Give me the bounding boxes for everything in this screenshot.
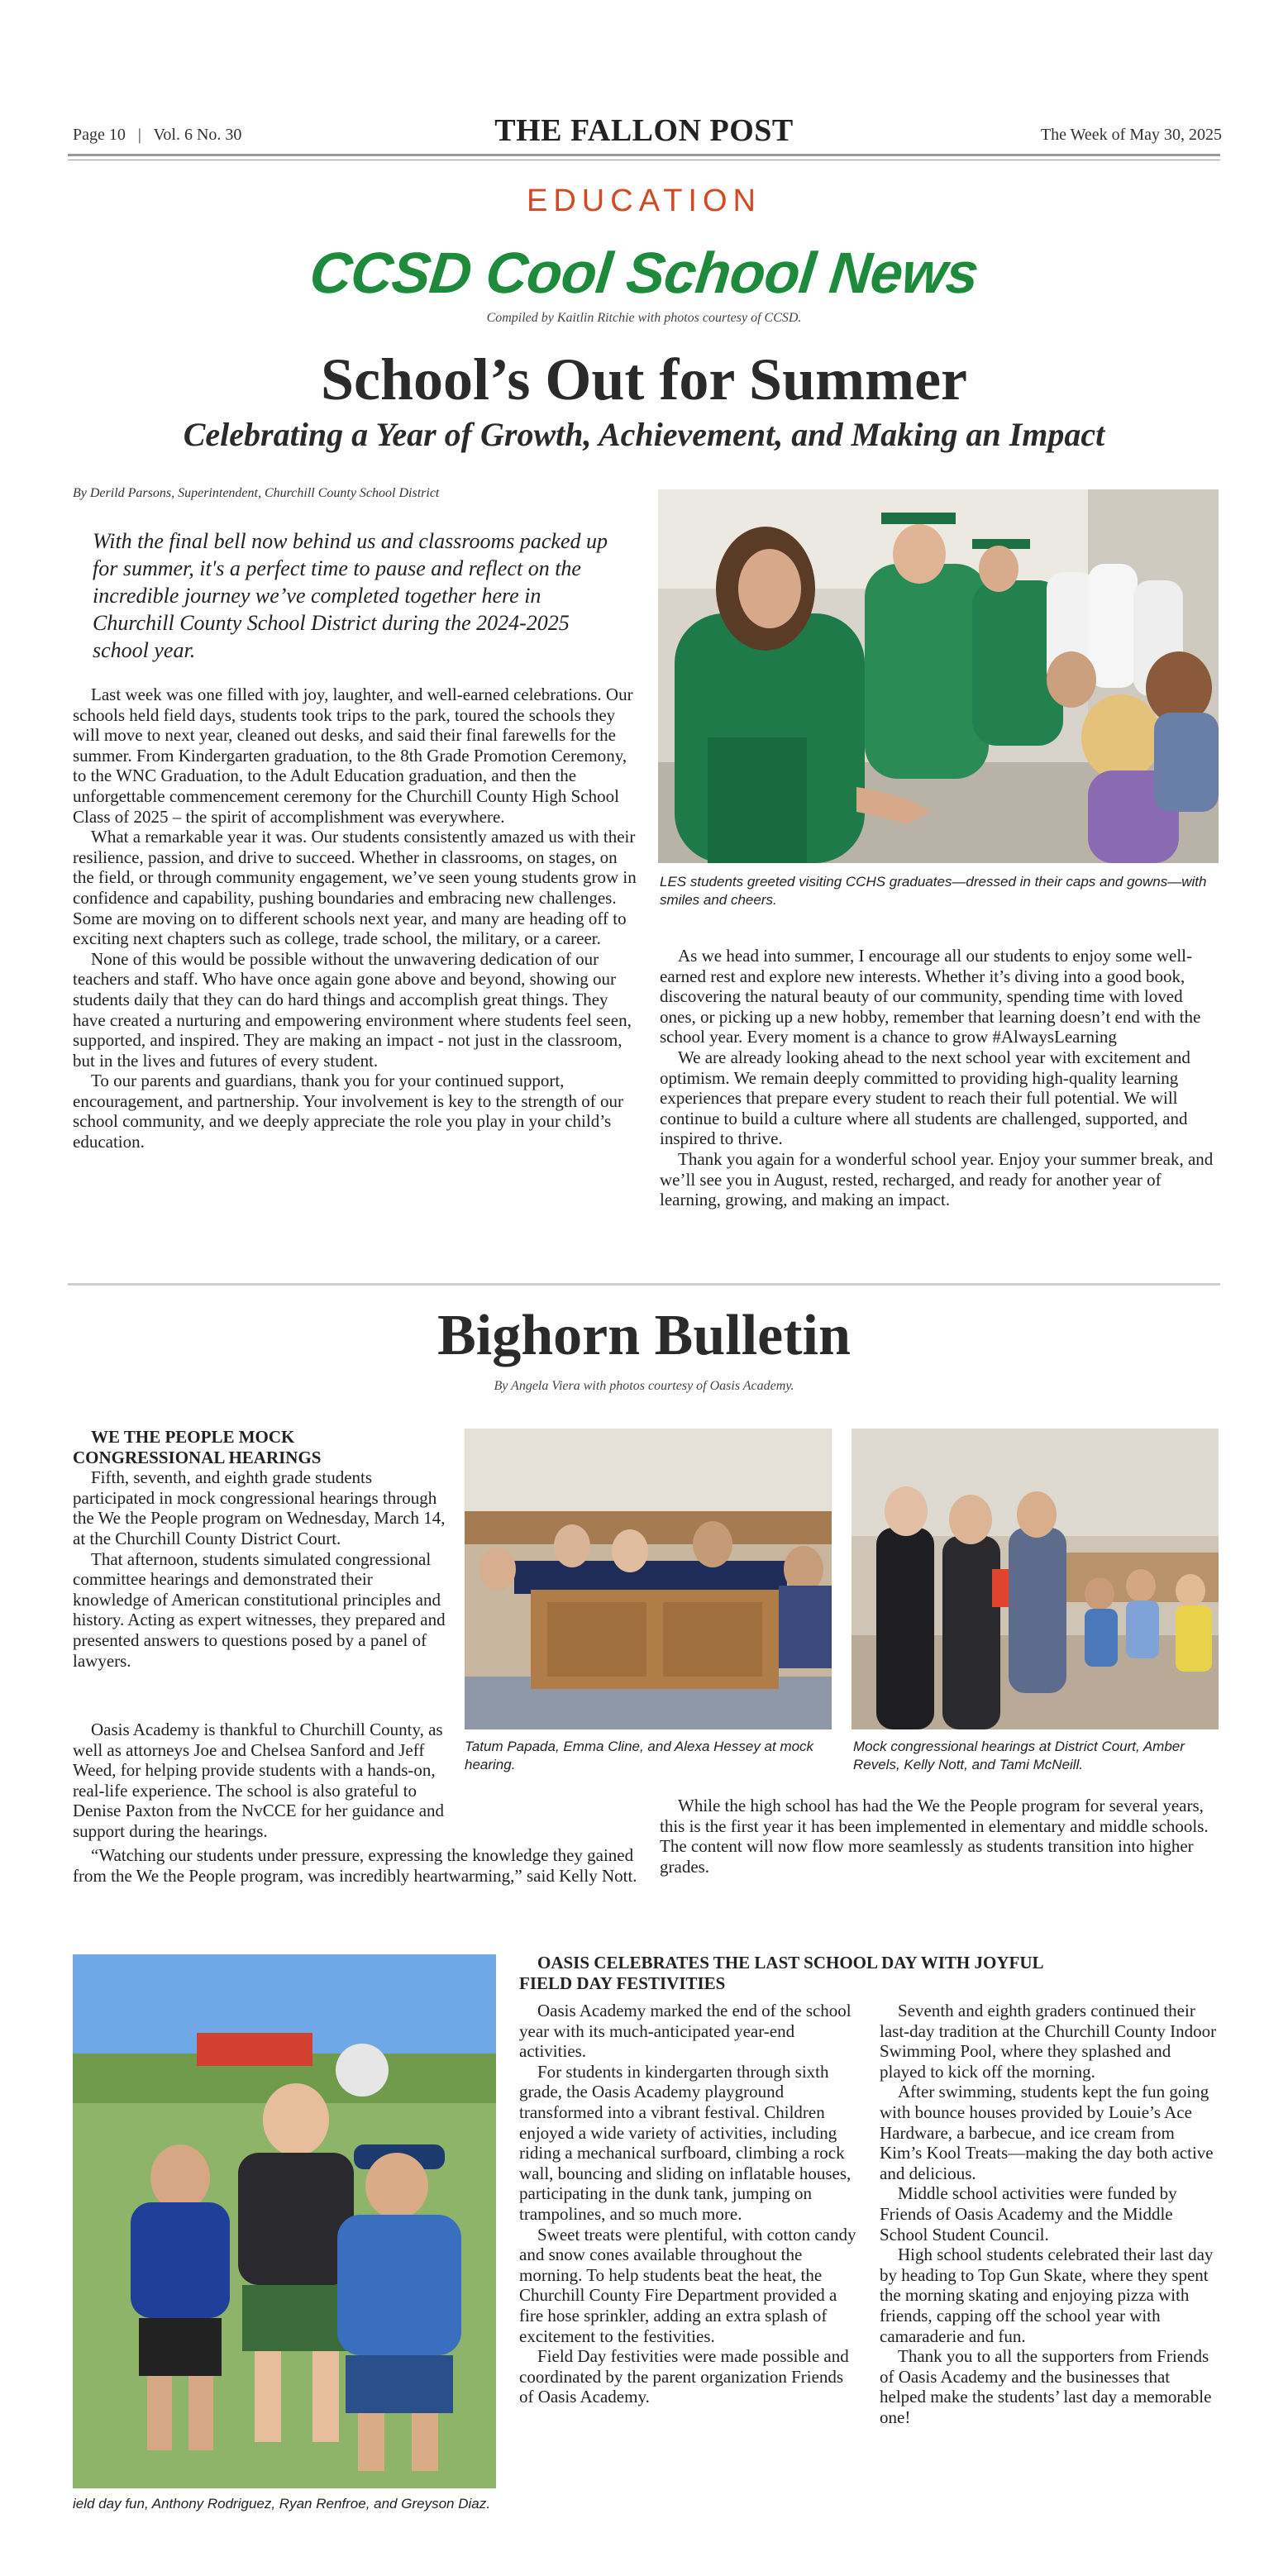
paragraph: As we head into summer, I encourage all our students to enjoy some well-earned rest and explore new interests. Whether it’s diving into a good book, discovering the natural beauty of our community, spending time with loved ones, or picking up a new hobby, remember that learning doesn’t end with the school year. Every moment is a chance to grow #AlwaysLearning xyxy=(660,946,1201,1047)
wtp-kicker: WE THE PEOPLE MOCK CONGRESSIONAL HEARINGS xyxy=(73,1427,322,1467)
section-label: EDUCATION xyxy=(527,184,761,218)
paragraph: For students in kindergarten through sixth grade, the Oasis Academy playground transformed into a vibrant festival. Children enjoyed a wide variety of activities, including riding a mechanical surfboard, climbing a rock wall, bouncing and sliding on inflatable houses, participating in the dunk tank, jumping on trampolines, and so much more. xyxy=(519,2061,852,2224)
paragraph: Last week was one filled with joy, laughter, and well-earned celebrations. Our schools held field days, students took trips to the park, toured the schools they will move to next year, cleaned out desks, and said their final farewells for the summer. From Kindergarten graduation, to the 8th Grade Promotion Ceremony, to the WNC Graduation, to the Adult Education graduation, and then the unforgettable commencement ceremony for the Churchill County High School Class of 2025 – the spirit of accomplishment was everywhere. xyxy=(73,685,633,827)
article-lede: With the final bell now behind us and classrooms packed up for summer, it's a perfect time to pause and reflect on the incredible journey we’ve completed together here in Churchill County School District during the 2024-2025 school year. xyxy=(93,529,608,662)
paragraph: Sweet treats were plentiful, with cotton candy and snow cones available throughout the morning. To help students beat the heat, the Churchill County Fire Department provided a fire hose sprinkler, adding an extra splash of excitement to the festivities. xyxy=(519,2224,856,2346)
field-day-photo xyxy=(73,1954,496,2488)
article-deck: Celebrating a Year of Growth, Achievement, and Making an Impact xyxy=(183,416,1105,453)
article-byline: By Derild Parsons, Superintendent, Churchill County School District xyxy=(73,486,440,500)
paragraph: Seventh and eighth graders continued their last-day tradition at the Churchill County Indoor Swimming Pool, where they splashed and played to kick off the morning. xyxy=(880,2001,1217,2082)
wtp-story-column xyxy=(73,1427,448,1671)
paragraph: While the high school has had the We the People program for several years, this is the first year it has been implemented in elementary and middle schools. The content will now flow more seamlessly as students transition into higher grades. xyxy=(660,1796,1209,1877)
graduates-photo-caption: LES students greeted visiting CCHS graduates—dressed in their caps and gowns—with smiles and cheers. xyxy=(660,874,1207,908)
district-court-caption: Mock congressional hearings at District Court, Amber Revels, Kelly Nott, and Tami McNeill. xyxy=(853,1739,1185,1772)
wtp-right-column xyxy=(660,1796,1219,1877)
field-day-kicker: OASIS CELEBRATES THE LAST SCHOOL DAY WITH JOYFUL FIELD DAY FESTIVITIES xyxy=(519,1953,1043,1993)
field-day-kicker-block xyxy=(519,1953,1098,1993)
wtp-story-continued xyxy=(73,1720,448,1842)
article-left-column xyxy=(73,685,638,1152)
district-court-photo xyxy=(852,1429,1219,1729)
bulletin-byline: By Angela Viera with photos courtesy of Oasis Academy. xyxy=(494,1379,794,1393)
paragraph: We are already looking ahead to the next school year with excitement and optimism. We remain deeply committed to providing high-quality learning experiences that prepare every student to reach their full potential. We will continue to build a culture where all students are challenged, supported, and inspired to thrive. xyxy=(660,1047,1190,1149)
wtp-quote xyxy=(73,1845,638,1886)
field-day-caption: ield day fun, Anthony Rodriguez, Ryan Renfroe, and Greyson Diaz. xyxy=(73,2496,490,2512)
header-separator: | xyxy=(137,126,141,144)
newspaper-title: THE FALLON POST xyxy=(494,113,794,148)
paragraph: Fifth, seventh, and eighth grade students participated in mock congressional hearings through the We the People program on Wednesday, March 14, at the Churchill County District Court. xyxy=(73,1467,446,1548)
bulletin-title: Bighorn Bulletin xyxy=(437,1304,851,1367)
paragraph: After swimming, students kept the fun going with bounce houses provided by Louie’s Ace Hardware, a barbecue, and ice cream from Kim’s Kool Treats—making the day both active and delicious. xyxy=(880,2082,1214,2183)
paragraph: Thank you again for a wonderful school year. Enjoy your summer break, and we’ll see you in August, rested, recharged, and ready for another year of learning, growing, and making an impact. xyxy=(660,1148,1214,1210)
paragraph: Oasis Academy marked the end of the school year with its much-anticipated year-end activities. xyxy=(519,2001,852,2062)
article-headline: School’s Out for Summer xyxy=(321,346,967,413)
paragraph: That afternoon, students simulated congressional committee hearings and demonstrated their knowledge of American constitutional principles and history. Acting as expert witnesses, they prepared and presented answers to questions posed by a panel of lawyers. xyxy=(73,1548,446,1671)
graduates-photo xyxy=(658,489,1219,863)
mock-hearing-photo xyxy=(465,1429,832,1729)
paragraph: Middle school activities were funded by Friends of Oasis Academy and the Middle School Student Council. xyxy=(880,2183,1177,2244)
paragraph: None of this would be possible without the unwavering dedication of our teachers and staff. Who have once again gone above and beyond, showing our students daily that they can do hard things and accomplish great things. They have created a nurturing and empowering environment where students feel seen, supported, and inspired. They are making an impact - not just in the classroom, but in the lives and futures of every student. xyxy=(73,948,632,1071)
paragraph: Oasis Academy is thankful to Churchill County, as well as attorneys Joe and Chelsea Sanford and Jeff Weed, for helping provide students with a hands-on, real-life experience. The school is also grateful to Denise Paxton from the NvCCE for her guidance and support during the hearings. xyxy=(73,1720,445,1841)
paragraph: High school students celebrated their last day by heading to Top Gun Skate, where they spent the morning skating and enjoying pizza with friends, capping off the school year with camaraderie and fun. xyxy=(880,2244,1214,2346)
paragraph: To our parents and guardians, thank you for your continued support, encouragement, and partnership. Your involvement is key to the strength of our school community, and we deeply appreciate the role you play in your child’s education. xyxy=(73,1071,624,1152)
field-day-column-2 xyxy=(880,2001,1219,2427)
paragraph: What a remarkable year it was. Our students consistently amazed us with their resilience, passion, and drive to succeed. Whether in classrooms, on stages, on the field, or through community engagement, we’ve seen young students grow in confidence and capability, pushing boundaries and embracing new challenges. Some are moving on to different schools next year, and many are heading off to exciting next chapters such as college, trade school, the military, or a career. xyxy=(73,827,637,949)
volume-number: Vol. 6 No. 30 xyxy=(153,126,242,144)
mock-hearing-caption: Tatum Papada, Emma Cline, and Alexa Hessey at mock hearing. xyxy=(465,1739,814,1772)
section-divider xyxy=(68,1283,1220,1286)
header-rule xyxy=(68,154,1220,156)
paragraph: Field Day festivities were made possible and coordinated by the parent organization Friends of Oasis Academy. xyxy=(519,2346,849,2407)
column-masthead: CCSD Cool School News xyxy=(307,241,981,305)
paragraph: Thank you to all the supporters from Friends of Oasis Academy and the businesses that helped make the students’ last day a memorable one! xyxy=(880,2346,1212,2427)
compiled-credit: Compiled by Kaitlin Ritchie with photos courtesy of CCSD. xyxy=(486,311,802,325)
page-number: Page 10 xyxy=(73,126,126,144)
issue-date: The Week of May 30, 2025 xyxy=(1040,126,1222,144)
paragraph: “Watching our students under pressure, expressing the knowledge they gained from the We the People program, was incredibly heartwarming,” said Kelly Nott. xyxy=(73,1845,637,1886)
article-right-column xyxy=(660,946,1219,1210)
field-day-column-1 xyxy=(519,2001,858,2407)
